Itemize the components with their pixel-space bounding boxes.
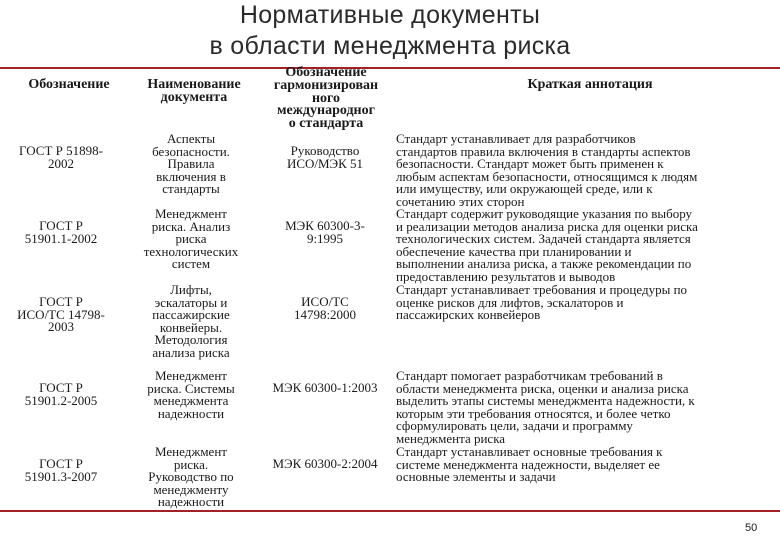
cell-line: 2003 [48, 319, 74, 335]
cell-line: безопасности. Стандарт может быть применен к [396, 156, 664, 172]
cell-line: сформулировать цели, задачи и программу [396, 418, 633, 434]
header-harmonized-line: ного [311, 90, 341, 106]
row4-annotation [396, 370, 776, 446]
cell-line: 51901.2-2005 [24, 392, 98, 408]
cell-line: надежности [157, 405, 225, 421]
cell-line: стандарты [162, 181, 220, 197]
header-harmonized-line: международног [277, 103, 375, 119]
row2-annotation [396, 208, 776, 284]
cell-line: Менеджмент [155, 368, 227, 383]
cell-line: надежности [157, 494, 225, 510]
cell-line: Методология [154, 332, 228, 348]
cell-line: и реализации методов анализа риска для оценки риска [396, 218, 698, 234]
cell-line: пассажирских конвейеров [396, 307, 541, 323]
page-title [0, 0, 780, 62]
cell-line: ИСО/ТС 14798- [17, 306, 105, 322]
header-harmonized-line: о стандарта [288, 116, 364, 132]
cell-line: Аспекты [166, 131, 216, 146]
title-line-1: Нормативные документы [239, 1, 541, 29]
cell-line: систем [171, 256, 211, 272]
cell-line: ГОСТ Р [39, 294, 83, 309]
row5-name [122, 446, 260, 509]
cell-line: МЭК 60300-3- [285, 218, 365, 233]
cell-line: Стандарт помогает разработчикам требований в [396, 368, 663, 383]
cell-line: МЭК 60300-2:2004 [272, 456, 378, 471]
cell-line: менеджмента [153, 393, 229, 409]
cell-line: стандартов правила включения в стандарты аспектов [396, 143, 691, 159]
row2-harmonized [258, 220, 392, 245]
cell-line: включения в [156, 168, 226, 184]
cell-line: риска [175, 231, 207, 247]
cell-line: системе менеджмента надежности, выделяет ее [396, 456, 660, 472]
header-annotation: Краткая аннотация [527, 77, 653, 92]
row4-designation [2, 382, 120, 407]
cell-line: риска. Системы [147, 380, 235, 396]
row5-annotation [396, 446, 776, 484]
header-designation: Обозначение [28, 77, 110, 92]
header-name-line: Наименование [147, 77, 241, 92]
row3-annotation [396, 284, 776, 322]
header-name [132, 79, 256, 105]
cell-line: Менеджмент [155, 444, 227, 459]
cell-line: Стандарт содержит руководящие указания по выбору [396, 206, 693, 221]
row5-designation [2, 458, 120, 483]
cell-line: анализа риска [152, 344, 230, 360]
cell-line: МЭК 60300-1:2003 [272, 380, 378, 395]
cell-line: технологических [143, 243, 239, 259]
row4-name [122, 370, 260, 420]
cell-line: 14798:2000 [293, 306, 357, 322]
cell-line: эскалаторы и [154, 294, 228, 310]
cell-line: сочетанию этих сторон [396, 193, 525, 209]
row5-harmonized [258, 458, 392, 471]
header-harmonized-line: гармонизирован [273, 77, 379, 93]
cell-line: Лифты, [170, 282, 212, 297]
cell-line: Правила [167, 156, 215, 172]
cell-line: выполнении анализа риска, а также рекомендации по [396, 256, 692, 272]
row1-annotation [396, 133, 776, 209]
header-harmonized [256, 67, 396, 131]
cell-line: менеджменту [153, 481, 229, 497]
cell-line: предоставлению результатов и выводов [396, 268, 616, 284]
cell-line: 2002 [48, 155, 74, 171]
cell-line: области менеджмента риска, оценки и анализа риска [396, 380, 689, 396]
cell-line: пассажирские [152, 307, 230, 323]
cell-line: оценке рисков для лифтов, эскалаторов и [396, 294, 624, 310]
cell-line: Руководство [290, 143, 360, 158]
cell-line: риска. [173, 456, 209, 472]
cell-line: Менеджмент [155, 206, 227, 221]
header-name-line: документа [160, 89, 228, 105]
cell-line: ИСО/ТС [301, 294, 349, 309]
bottom-divider [0, 510, 780, 512]
cell-line: или имуществу, или окружающей среде, или к [396, 181, 653, 197]
row1-designation [2, 145, 120, 170]
cell-line: Руководство по [148, 469, 234, 485]
row1-name [122, 133, 260, 196]
cell-line: безопасности. [152, 143, 230, 159]
header-harmonized-line: Обозначение [285, 65, 367, 80]
cell-line: конвейеры. [159, 319, 223, 335]
row4-harmonized [258, 382, 392, 395]
cell-line: менеджмента риска [396, 430, 506, 446]
cell-line: 51901.3-2007 [24, 468, 98, 484]
cell-line: ИСО/МЭК 51 [286, 155, 364, 171]
page-number: 50 [745, 522, 758, 534]
cell-line: которым эти требования относятся, и более четко [396, 405, 671, 421]
cell-line: Стандарт устанавливает для разработчиков [396, 131, 636, 146]
row2-designation [2, 220, 120, 245]
cell-line: Стандарт устанавливает основные требования к [396, 444, 663, 459]
title-line-2: в области менеджмента риска [209, 32, 571, 60]
cell-line: основные элементы и задачи [396, 469, 556, 485]
cell-line: ГОСТ Р [39, 456, 83, 471]
cell-line: 51901.1-2002 [24, 230, 98, 246]
cell-line: любым аспектам безопасности, относящимся к людям [396, 168, 698, 184]
cell-line: риска. Анализ [151, 218, 231, 234]
cell-line: обеспечение качества при планировании и [396, 243, 632, 259]
row3-designation [2, 296, 120, 334]
row3-harmonized [258, 296, 392, 321]
cell-line: технологических систем. Задачей стандарта является [396, 231, 691, 247]
cell-line: ГОСТ Р [39, 218, 83, 233]
row2-name [122, 208, 260, 271]
cell-line: Стандарт устанавливает требования и процедуры по [396, 282, 688, 297]
cell-line: ГОСТ Р [39, 380, 83, 395]
row3-name [122, 284, 260, 360]
cell-line: 9:1995 [306, 230, 344, 246]
cell-line: выделить этапы системы менеджмента надежности, к [396, 393, 695, 409]
row1-harmonized [258, 145, 392, 170]
cell-line: ГОСТ Р 51898- [19, 143, 103, 158]
